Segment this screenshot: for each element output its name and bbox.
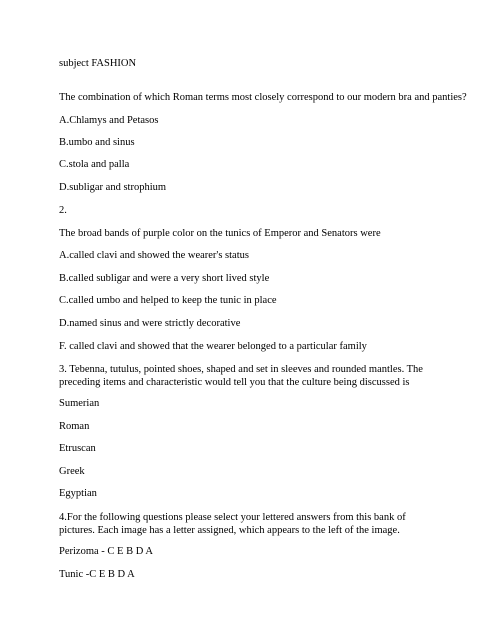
- question-1-option-d: D.subligar and strophium: [59, 182, 167, 193]
- question-3-option-roman: Roman: [59, 421, 90, 432]
- question-2-text: The broad bands of purple color on the tunics of Emperor and Senators were: [59, 228, 381, 239]
- question-4-text: 4.For the following questions please select your lettered answers from this bank of pictures. Each image has a letter assigned, which appears to the left of the image.: [59, 512, 406, 536]
- question-3-option-sumerian: Sumerian: [59, 398, 100, 409]
- question-2-option-b: B.called subligar and were a very short lived style: [59, 273, 270, 284]
- question-1-option-c: C.stola and palla: [59, 159, 130, 170]
- question-1-option-b: B.umbo and sinus: [59, 137, 135, 148]
- question-2-number: 2.: [59, 205, 67, 216]
- question-3-option-etruscan: Etruscan: [59, 443, 96, 454]
- question-3-option-egyptian: Egyptian: [59, 488, 97, 499]
- question-1-option-a: A.Chlamys and Petasos: [59, 115, 159, 126]
- subject-line: subject FASHION: [59, 58, 137, 69]
- question-2-option-d: D.named sinus and were strictly decorative: [59, 318, 241, 329]
- question-3-text: 3. Tebenna, tutulus, pointed shoes, shaped and set in sleeves and rounded mantles. The preceding items and characteristic would tell you that the culture being discussed is: [59, 364, 423, 388]
- question-3-option-greek: Greek: [59, 466, 85, 477]
- question-2-option-a: A.called clavi and showed the wearer's status: [59, 250, 249, 261]
- question-2-option-f: F. called clavi and showed that the wearer belonged to a particular family: [59, 341, 367, 352]
- question-4-item-perizoma: Perizoma - C E B D A: [59, 546, 153, 557]
- question-4-item-tunic: Tunic -C E B D A: [59, 569, 135, 580]
- question-1-text: The combination of which Roman terms most closely correspond to our modern bra and panties?: [59, 92, 467, 103]
- question-2-option-c: C.called umbo and helped to keep the tunic in place: [59, 295, 277, 306]
